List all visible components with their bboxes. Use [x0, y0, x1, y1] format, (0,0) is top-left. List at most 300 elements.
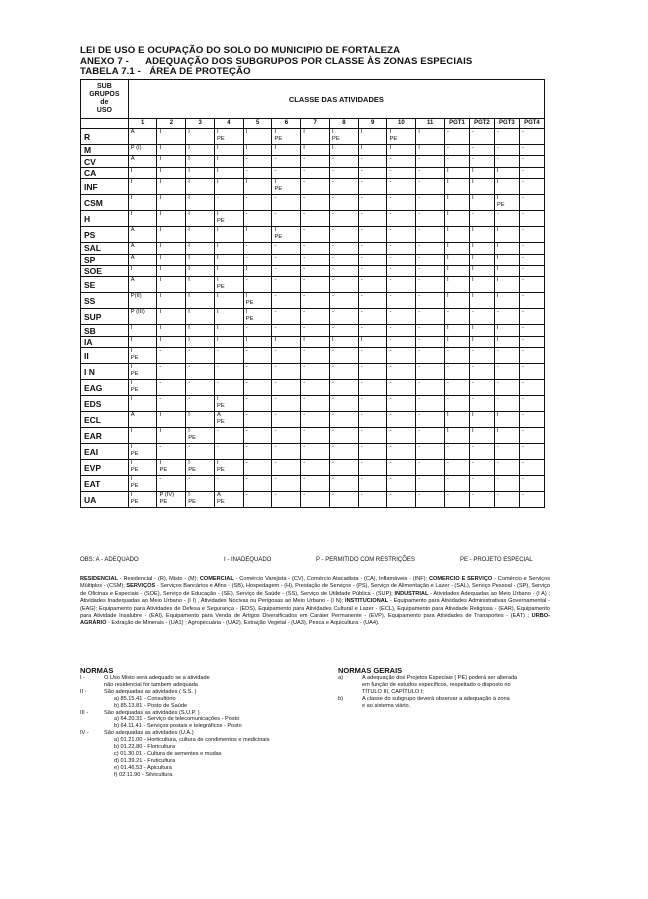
table-cell — [301, 145, 330, 156]
cell-value: - — [303, 254, 306, 261]
table-cell — [469, 179, 494, 195]
norma-text: O Uso Misto será adequado se a atividade — [104, 675, 210, 681]
table-cell — [469, 265, 494, 276]
cell-value: A — [216, 492, 221, 499]
cell-value: PE — [188, 466, 196, 473]
norma-text: TÍTULO III, CAPÍTULO I; — [362, 688, 424, 695]
cell-value: I — [188, 293, 190, 300]
table-cell — [329, 348, 358, 364]
table-cell — [519, 325, 544, 336]
table-cell — [519, 243, 544, 254]
cell-value: I — [331, 129, 334, 135]
table-cell — [243, 412, 272, 428]
legend-group-name: INDUSTRIAL — [394, 590, 429, 597]
table-cell — [358, 211, 387, 227]
cell-value: - — [496, 145, 499, 151]
annex-title: ANEXO 7 - ADEQUAÇÃO DOS SUBGRUPOS POR CLASSE ÀS ZONAS ESPECIAIS — [80, 55, 473, 67]
table-cell — [243, 145, 272, 156]
table-cell — [387, 179, 416, 195]
table-cell — [272, 380, 301, 396]
table-cell — [494, 492, 519, 508]
cell-value: - — [471, 145, 474, 151]
cell-value: - — [389, 156, 392, 163]
table-cell — [416, 444, 445, 460]
cell-value: - — [274, 428, 277, 435]
norma-line — [80, 710, 330, 717]
norma-text: A adequação dos Projetos Especiais ( PE) poderá ser alterada — [362, 675, 518, 681]
table-cell — [519, 167, 544, 178]
subgroup-header-line: SUB — [96, 83, 112, 90]
cell-value: - — [521, 265, 524, 272]
cell-value: - — [418, 336, 421, 343]
table-cell — [301, 195, 330, 211]
table-cell — [301, 325, 330, 336]
table-cell — [214, 309, 243, 325]
table-cell — [469, 364, 494, 380]
table-cell — [157, 227, 186, 243]
table-cell — [444, 444, 469, 460]
table-cell — [469, 145, 494, 156]
obs-projeto-especial: PE - PROJETO ESPECIAL — [460, 557, 533, 563]
cell-value: I — [130, 265, 133, 272]
norma-mark: IV - — [80, 730, 89, 737]
cell-value: I — [188, 309, 190, 316]
cell-value: - — [303, 227, 306, 234]
table-cell — [494, 325, 519, 336]
cell-value: I — [188, 129, 190, 135]
cell-value: A — [130, 412, 135, 419]
cell-value: - — [216, 380, 219, 387]
table-cell — [243, 195, 272, 211]
cell-value: PE — [159, 466, 168, 473]
table-cell — [214, 265, 243, 276]
cell-value: - — [331, 309, 334, 316]
table-cell — [329, 265, 358, 276]
table-cell — [387, 336, 416, 347]
table-cell — [416, 167, 445, 178]
legend-group-text: - Atividades Adequadas ao Meio Urbano - (I A) ; Atividades Inadequadas ao Meio Urbano - (I I) , Atividades Nocivas ou Perigosas ao Meio Urbano - (I N); — [80, 590, 550, 605]
cell-value: I — [216, 179, 219, 186]
table-cell — [387, 265, 416, 276]
table-cell — [519, 309, 544, 325]
cell-value: - — [303, 277, 306, 284]
cell-value: I — [216, 293, 219, 300]
cell-value: - — [389, 325, 392, 332]
cell-value: I — [471, 265, 474, 272]
table-cell — [494, 380, 519, 396]
table-cell — [301, 492, 330, 508]
table-cell — [444, 336, 469, 347]
cell-value: - — [418, 211, 421, 218]
table-cell — [272, 428, 301, 444]
table-row — [81, 265, 545, 276]
table-cell — [243, 254, 272, 265]
cell-value: - — [389, 211, 392, 218]
cell-value: - — [471, 211, 474, 218]
table-cell — [243, 348, 272, 364]
table-cell — [329, 336, 358, 347]
table-cell — [329, 325, 358, 336]
cell-value: - — [496, 444, 499, 451]
cell-value: - — [521, 492, 524, 499]
table-cell — [416, 293, 445, 309]
cell-value: - — [360, 265, 363, 272]
cell-value: PE — [130, 450, 139, 457]
table-cell — [301, 211, 330, 227]
cell-value: - — [418, 243, 421, 250]
table-cell — [494, 293, 519, 309]
table-cell — [186, 265, 215, 276]
adequacy-table — [80, 79, 545, 508]
cell-value: I — [274, 336, 277, 343]
table-cell — [358, 444, 387, 460]
table-cell — [519, 265, 544, 276]
table-cell — [214, 167, 243, 178]
table-row — [81, 167, 545, 178]
table-cell — [128, 277, 157, 293]
table-cell — [272, 460, 301, 476]
table-cell — [214, 179, 243, 195]
cell-value: - — [521, 460, 524, 467]
table-cell — [301, 364, 330, 380]
cell-value: I — [159, 254, 162, 261]
table-cell — [358, 145, 387, 156]
subgroup-code: SAL — [81, 243, 129, 254]
cell-value: - — [389, 167, 392, 174]
cell-value: I — [471, 293, 474, 300]
legend-group-text: - Comércio Varejista - (CV), Comércio Atacadista - (CA), Inflamáveis - (INF); — [233, 576, 429, 582]
table-cell — [387, 227, 416, 243]
norma-text: d) 01.39.21 - Fruticultura — [114, 757, 176, 764]
cell-value: - — [331, 167, 334, 174]
table-cell — [214, 145, 243, 156]
table-cell — [387, 460, 416, 476]
table-cell — [301, 179, 330, 195]
cell-value: I — [471, 428, 474, 435]
norma-mark — [80, 744, 104, 751]
cell-value: I — [130, 444, 133, 451]
table-cell — [358, 254, 387, 265]
cell-value: - — [389, 380, 392, 387]
cell-value: - — [418, 428, 421, 435]
norma-mark — [338, 682, 362, 689]
cell-value: I — [216, 277, 219, 284]
table-cell — [272, 156, 301, 167]
cell-value: - — [159, 396, 162, 403]
cell-value: - — [521, 444, 524, 451]
cell-value: - — [331, 325, 334, 332]
cell-value: I — [159, 243, 162, 250]
norma-mark — [80, 703, 104, 710]
norma-text: São adequadas as atividades (U.A.) — [104, 730, 194, 737]
cell-value: I — [303, 336, 305, 343]
cell-value: - — [303, 396, 306, 403]
subgroup-code: INF — [81, 179, 129, 195]
cell-value: - — [446, 492, 449, 499]
cell-value: - — [496, 211, 499, 218]
table-cell — [329, 129, 358, 145]
cell-value: I — [245, 179, 248, 186]
subgroup-code: M — [81, 145, 129, 156]
cell-value: - — [471, 444, 474, 451]
table-cell — [494, 412, 519, 428]
cell-value: - — [274, 444, 277, 451]
cell-value: I — [446, 179, 449, 186]
table-cell — [329, 396, 358, 412]
table-cell — [494, 364, 519, 380]
table-cell — [494, 309, 519, 325]
cell-value: I — [331, 145, 334, 151]
cell-value: I — [418, 145, 420, 151]
cell-value: - — [303, 476, 306, 483]
table-cell — [444, 476, 469, 492]
cell-value: - — [521, 412, 524, 419]
cell-value: - — [159, 380, 162, 387]
cell-value: I — [446, 195, 449, 202]
table-cell — [329, 444, 358, 460]
cell-value: - — [446, 348, 449, 355]
table-cell — [519, 444, 544, 460]
table-cell — [186, 336, 215, 347]
cell-value: - — [496, 492, 499, 499]
table-cell — [416, 156, 445, 167]
table-cell — [469, 129, 494, 145]
cell-value: - — [471, 396, 474, 403]
table-cell — [329, 195, 358, 211]
cell-value: I — [216, 145, 219, 151]
cell-value: - — [521, 325, 524, 332]
table-cell — [272, 254, 301, 265]
cell-value: I — [446, 412, 449, 419]
cell-value: I — [130, 460, 133, 467]
norma-text: b) 64.11.41 - Serviços postais e telegráficos - Posto — [114, 723, 242, 730]
cell-value: I — [130, 428, 133, 435]
cell-value: I — [360, 336, 363, 343]
subgroup-code: EAR — [81, 428, 129, 444]
cell-value: - — [389, 179, 392, 186]
table-cell — [157, 277, 186, 293]
cell-value: I — [446, 293, 449, 300]
table-cell — [301, 243, 330, 254]
table-cell — [469, 412, 494, 428]
norma-line — [338, 703, 548, 710]
cell-value: I — [496, 277, 499, 284]
table-cell — [243, 243, 272, 254]
table-row — [81, 460, 545, 476]
cell-value: - — [446, 460, 449, 467]
table-cell — [157, 428, 186, 444]
table-cell — [387, 156, 416, 167]
norma-line — [80, 758, 330, 765]
norma-line — [80, 730, 330, 737]
cell-value: I — [159, 167, 162, 174]
table-cell — [243, 156, 272, 167]
cell-value: I — [496, 412, 499, 419]
norma-text: a) 85.15.41 - Consultório — [114, 695, 176, 702]
cell-value: - — [389, 265, 392, 272]
table-cell — [157, 265, 186, 276]
table-cell — [519, 129, 544, 145]
cell-value: I — [303, 145, 305, 151]
class-header: CLASSE DAS ATIVIDADES — [128, 80, 544, 119]
table-cell — [157, 179, 186, 195]
table-cell — [494, 396, 519, 412]
cell-value: - — [274, 309, 277, 316]
table-cell — [157, 396, 186, 412]
table-cell — [469, 336, 494, 347]
table-row — [81, 129, 545, 145]
column-header: 5 — [243, 119, 272, 129]
cell-value: - — [418, 492, 421, 499]
table-cell — [416, 243, 445, 254]
table-cell — [469, 492, 494, 508]
cell-value: - — [389, 492, 392, 499]
cell-value: I — [216, 156, 219, 163]
cell-value: I — [471, 325, 474, 332]
table-cell — [186, 293, 215, 309]
table-cell — [243, 325, 272, 336]
cell-value: - — [389, 364, 392, 371]
cell-value: - — [274, 325, 277, 332]
table-cell — [157, 293, 186, 309]
cell-value: I — [159, 129, 162, 135]
cell-value: - — [389, 428, 392, 435]
norma-line — [80, 703, 330, 710]
table-cell — [186, 396, 215, 412]
cell-value: - — [418, 254, 421, 261]
table-cell — [157, 211, 186, 227]
cell-value: I — [159, 325, 162, 332]
table-row — [81, 336, 545, 347]
cell-value: I — [188, 227, 190, 234]
norma-line — [80, 772, 330, 779]
norma-line — [80, 737, 330, 744]
cell-value: - — [360, 254, 363, 261]
cell-value: - — [521, 227, 524, 234]
table-cell — [272, 277, 301, 293]
cell-value: I — [159, 179, 162, 186]
table-cell — [416, 428, 445, 444]
cell-value: - — [389, 254, 392, 261]
cell-value: I — [496, 293, 499, 300]
normas-gerais-title: NORMAS GERAIS — [338, 666, 403, 675]
table-cell — [157, 167, 186, 178]
table-cell — [301, 476, 330, 492]
table-cell — [444, 277, 469, 293]
cell-value: - — [331, 348, 334, 355]
table-row — [81, 227, 545, 243]
subgroup-code: IA — [81, 336, 129, 347]
table-cell — [469, 227, 494, 243]
table-cell — [358, 364, 387, 380]
table-cell — [186, 380, 215, 396]
table-cell — [387, 444, 416, 460]
norma-line — [80, 716, 330, 723]
cell-value: - — [274, 380, 277, 387]
cell-value: I — [471, 167, 474, 174]
cell-value: - — [360, 348, 363, 355]
obs-inadequado: I - INADEQUADO — [224, 557, 272, 563]
cell-value: - — [245, 156, 248, 163]
table-cell — [128, 336, 157, 347]
cell-value: - — [521, 293, 524, 300]
table-cell — [128, 444, 157, 460]
cell-value: I — [446, 325, 449, 332]
cell-value: I — [471, 195, 474, 202]
table-cell — [387, 309, 416, 325]
table-cell — [128, 227, 157, 243]
table-cell — [519, 145, 544, 156]
cell-value: I — [159, 265, 162, 272]
table-cell — [519, 428, 544, 444]
table-cell — [494, 179, 519, 195]
table-cell — [186, 428, 215, 444]
table-cell — [358, 380, 387, 396]
column-number-blank — [81, 119, 129, 129]
table-row — [81, 325, 545, 336]
table-cell — [186, 156, 215, 167]
table-cell — [519, 364, 544, 380]
table-cell — [329, 179, 358, 195]
table-cell — [329, 412, 358, 428]
table-cell — [444, 412, 469, 428]
cell-value: - — [446, 145, 449, 151]
cell-value: - — [471, 364, 474, 371]
table-cell — [214, 460, 243, 476]
norma-text: não residencial for tambem adequada — [104, 681, 198, 688]
legend-group-name: COMERCIAL — [199, 576, 234, 582]
table-cell — [469, 309, 494, 325]
norma-text: b) 01.22.80 - Floricultura — [114, 744, 175, 751]
table-cell — [186, 476, 215, 492]
legend-group-name: RESIDENCIAL — [80, 576, 118, 582]
table-cell — [301, 460, 330, 476]
table-cell — [519, 336, 544, 347]
cell-value: I — [130, 336, 133, 343]
cell-value: - — [303, 348, 306, 355]
cell-value: - — [389, 336, 392, 343]
subgroup-code: CV — [81, 156, 129, 167]
cell-value: - — [331, 412, 334, 419]
cell-value: PE — [130, 482, 139, 489]
table-cell — [329, 309, 358, 325]
cell-value: I — [471, 227, 474, 234]
norma-mark: III - — [80, 709, 89, 716]
table-cell — [469, 195, 494, 211]
cell-value: - — [496, 380, 499, 387]
norma-mark — [80, 716, 104, 723]
cell-value: A — [130, 243, 135, 250]
table-cell — [416, 265, 445, 276]
cell-value: - — [216, 428, 219, 435]
subgroup-code: ECL — [81, 412, 129, 428]
cell-value: I — [188, 428, 190, 435]
subgroup-code: CA — [81, 167, 129, 178]
cell-value: - — [418, 325, 421, 332]
table-row — [81, 243, 545, 254]
cell-value: PE — [159, 498, 168, 505]
table-cell — [157, 460, 186, 476]
subgroup-code: EAT — [81, 476, 129, 492]
cell-value: I — [496, 428, 499, 435]
cell-value: - — [496, 476, 499, 483]
table-cell — [157, 380, 186, 396]
table-cell — [157, 364, 186, 380]
cell-value: - — [360, 156, 363, 163]
table-cell — [272, 364, 301, 380]
cell-value: - — [521, 348, 524, 355]
table-cell — [358, 460, 387, 476]
